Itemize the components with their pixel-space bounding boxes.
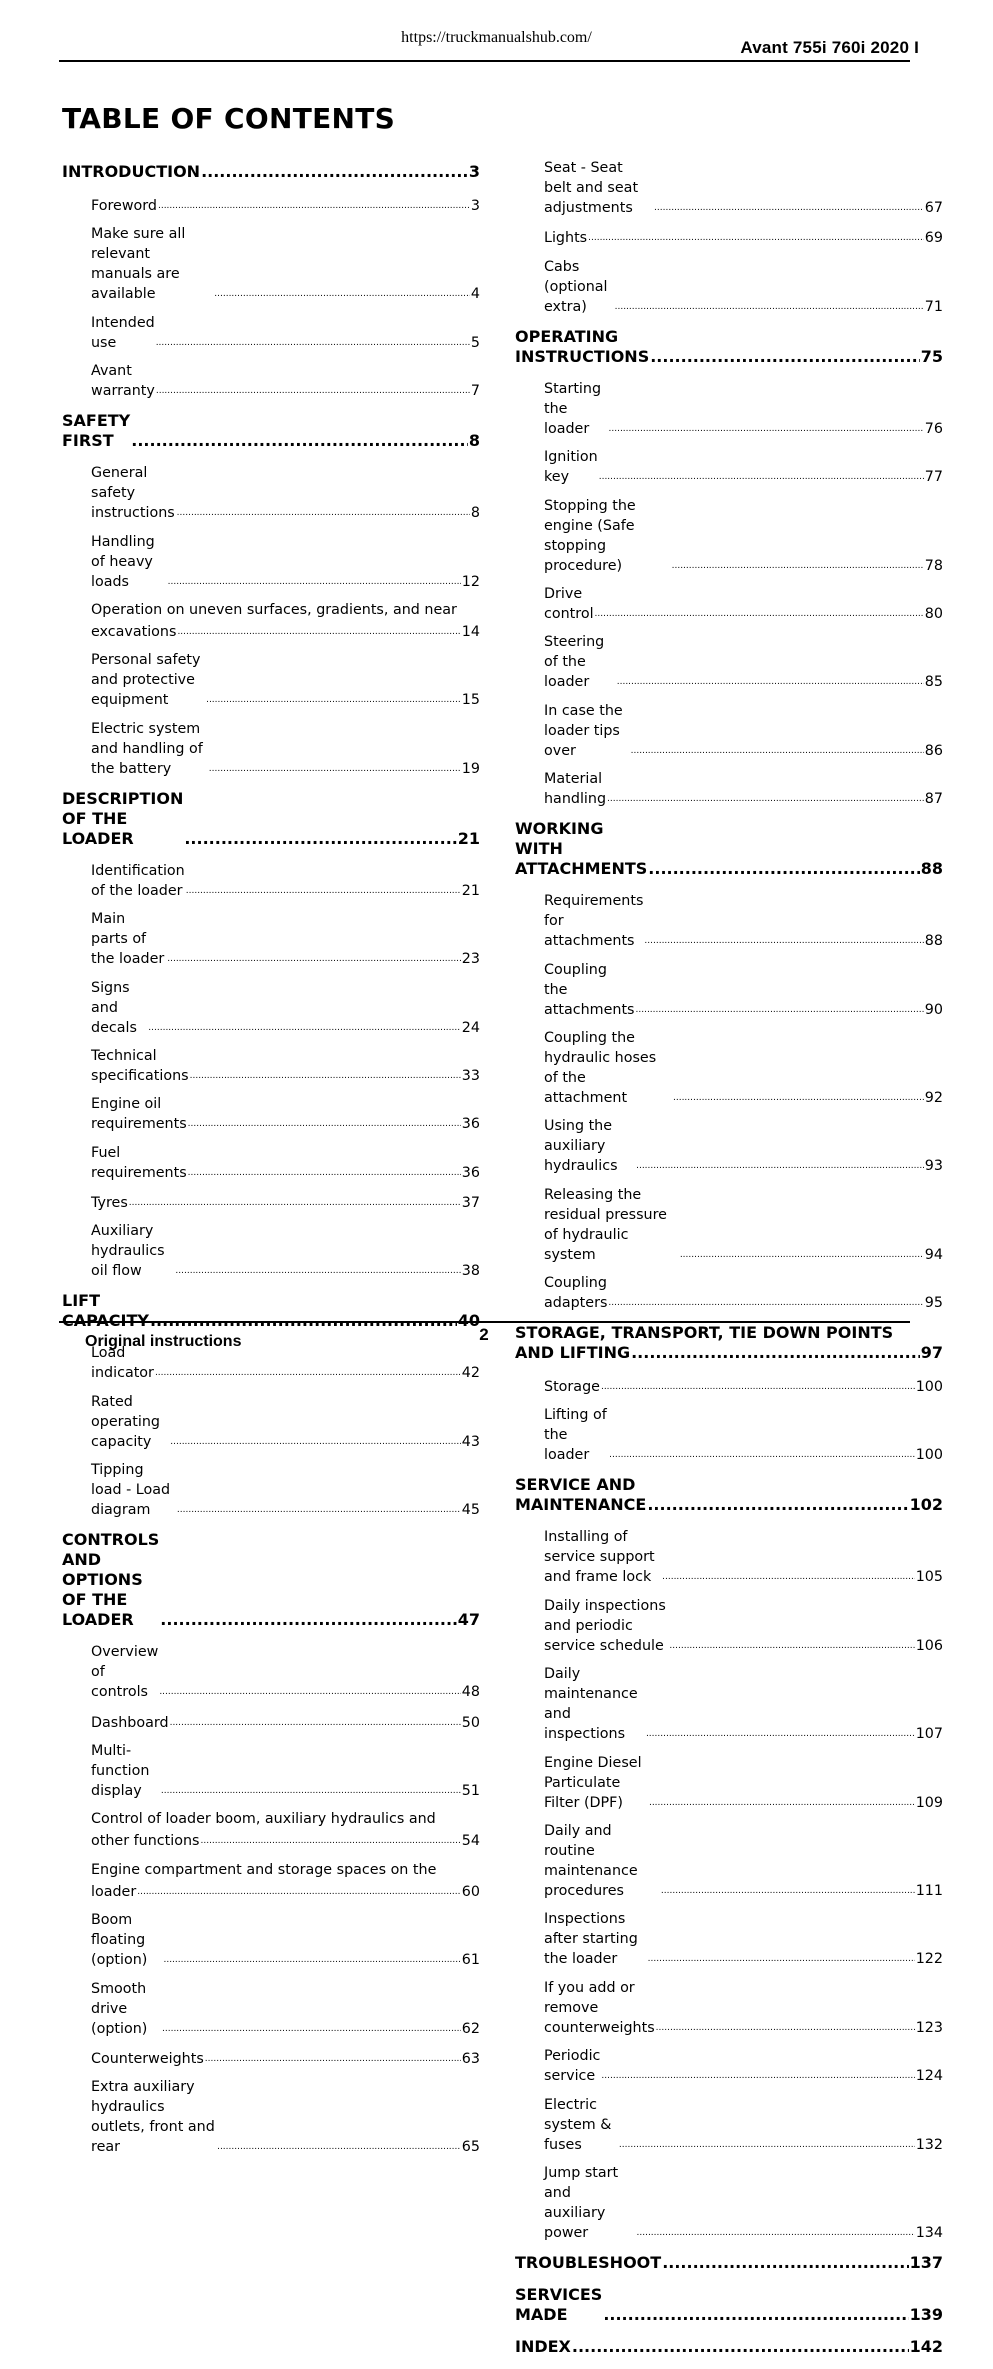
toc-entry-label: Boom floating (option) <box>91 1912 148 1969</box>
toc-entry[interactable] <box>62 463 480 523</box>
toc-page-number: 36 <box>461 1164 480 1181</box>
dot-leader <box>661 1879 915 1901</box>
toc-page-number: 94 <box>924 1246 943 1263</box>
toc-entry-label: Fuel requirements <box>91 1144 187 1181</box>
toc-entry[interactable] <box>62 1979 480 2039</box>
toc-entry[interactable] <box>515 1375 943 1397</box>
toc-entry-label: Dashboard <box>91 1714 169 1731</box>
dot-leader <box>636 1154 924 1176</box>
dot-leader <box>214 282 470 304</box>
toc-entry[interactable] <box>62 1046 480 1086</box>
toc-page-number: 86 <box>924 742 943 759</box>
toc-entry-label: Starting the loader <box>544 380 602 437</box>
toc-entry[interactable] <box>515 379 943 439</box>
dot-leader <box>588 226 924 248</box>
toc-page-number: 21 <box>461 882 480 899</box>
toc-entry-label: Intended use <box>91 314 155 351</box>
toc-entry-label: Overview of controls <box>91 1644 159 1701</box>
toc-page-number: 23 <box>461 951 480 968</box>
dot-leader <box>599 465 924 487</box>
toc-entry-label: STORAGE, TRANSPORT, TIE DOWN POINTS <box>515 1323 894 1343</box>
toc-page-number: 97 <box>920 1343 943 1363</box>
toc-title: TABLE OF CONTENTS <box>62 102 396 135</box>
toc-page-number: 69 <box>924 230 943 247</box>
toc-entry-label: INDEX <box>515 2336 571 2356</box>
toc-entry[interactable] <box>515 584 943 624</box>
toc-entry-label: Counterweights <box>91 2050 204 2067</box>
toc-entry-label: SERVICE AND MAINTENANCE <box>515 1475 647 1515</box>
toc-entry-label: DESCRIPTION OF THE LOADER <box>62 788 184 848</box>
toc-column-right <box>515 158 943 2369</box>
toc-entry[interactable] <box>62 1642 480 1702</box>
dot-leader <box>156 331 470 353</box>
toc-entry-label: Engine Diesel Particulate Filter (DPF) <box>544 1754 642 1811</box>
toc-entry-label: Seat - Seat belt and seat adjustments <box>544 160 639 216</box>
toc-page-number: 62 <box>461 2020 480 2037</box>
toc-page-number: 78 <box>924 557 943 574</box>
toc-entry[interactable] <box>515 1185 943 1265</box>
dot-leader <box>609 1443 915 1465</box>
toc-page-number: 109 <box>915 1794 943 1811</box>
footer-rule <box>59 1321 910 1323</box>
toc-entry[interactable] <box>515 2046 943 2086</box>
toc-entry[interactable] <box>515 447 943 487</box>
dot-leader <box>662 2253 908 2273</box>
toc-section[interactable] <box>515 327 943 367</box>
dot-leader <box>572 2337 909 2357</box>
toc-entry-label: Auxiliary hydraulics oil flow <box>91 1223 165 1280</box>
toc-entry-label: LIFT CAPACITY <box>62 1291 149 1331</box>
dot-leader <box>175 1259 460 1281</box>
toc-entry[interactable] <box>515 2163 943 2243</box>
toc-entry[interactable] <box>62 600 480 642</box>
dot-leader <box>648 1947 915 1969</box>
dot-leader <box>206 688 461 710</box>
dot-leader <box>148 1016 461 1038</box>
dot-leader <box>158 194 470 216</box>
dot-leader <box>131 431 468 451</box>
dot-leader <box>137 1880 461 1902</box>
dot-leader <box>177 620 460 642</box>
toc-page-number: 50 <box>461 1714 480 1731</box>
toc-entry[interactable] <box>62 194 480 216</box>
toc-entry-label: Rated operating capacity <box>91 1393 160 1450</box>
dot-leader <box>188 1112 461 1134</box>
dot-leader <box>186 879 461 901</box>
toc-page-number: 102 <box>909 1495 943 1515</box>
toc-page-number: 76 <box>924 420 943 437</box>
toc-entry-label-continued: excavations <box>91 623 177 640</box>
toc-entry-label: Technical specifications <box>91 1047 189 1084</box>
toc-entry[interactable] <box>515 2095 943 2155</box>
dot-leader <box>644 929 923 951</box>
dot-leader <box>654 196 924 218</box>
toc-page-number: 71 <box>924 298 943 315</box>
toc-entry[interactable] <box>62 909 480 969</box>
toc-page-number: 100 <box>915 1379 943 1396</box>
toc-entry-label: Jump start and auxiliary power <box>544 2164 619 2241</box>
toc-entry-label: Tyres <box>91 1195 128 1212</box>
toc-entry[interactable] <box>515 1273 943 1313</box>
dot-leader <box>673 1086 924 1108</box>
toc-entry-label: WORKING WITH ATTACHMENTS <box>515 819 648 879</box>
toc-entry-label: Engine oil requirements <box>91 1096 187 1133</box>
toc-page-number: 12 <box>461 573 480 590</box>
toc-page-number: 93 <box>924 1158 943 1175</box>
toc-entry[interactable] <box>515 1821 943 1901</box>
toc-entry-label: Identification of the loader <box>91 862 185 899</box>
toc-entry-label: General safety instructions <box>91 465 175 522</box>
dot-leader <box>631 739 924 761</box>
toc-entry-label: Signs and decals <box>91 979 137 1036</box>
toc-entry[interactable] <box>515 1116 943 1176</box>
toc-entry-label-continued: loader <box>91 1883 137 1900</box>
toc-entry[interactable] <box>515 158 943 218</box>
toc-page-number: 54 <box>461 1833 480 1850</box>
toc-entry[interactable] <box>62 2047 480 2069</box>
toc-entry[interactable] <box>515 226 943 248</box>
dot-leader <box>601 2064 914 2086</box>
toc-page-number: 88 <box>920 859 943 879</box>
document-title-text: Avant 755i 760i 2020 <box>740 38 910 57</box>
toc-section[interactable] <box>62 411 480 451</box>
toc-entry-label: Extra auxiliary hydraulics outlets, front and rear <box>91 2079 215 2156</box>
toc-section[interactable] <box>62 162 480 182</box>
toc-page-number: 88 <box>924 933 943 950</box>
toc-entry[interactable] <box>515 1753 943 1813</box>
toc-page-number: 8 <box>470 505 480 522</box>
toc-page-number: 15 <box>461 692 480 709</box>
dot-leader <box>601 1375 915 1397</box>
dot-leader <box>608 1291 923 1313</box>
dot-leader <box>636 998 924 1020</box>
toc-entry-label: Personal safety and protective equipment <box>91 652 201 709</box>
toc-entry[interactable] <box>62 224 480 304</box>
dot-leader <box>184 829 456 849</box>
toc-entry[interactable] <box>515 257 943 317</box>
dot-leader <box>631 1343 920 1363</box>
toc-entry-label: Smooth drive (option) <box>91 1980 148 2037</box>
dot-leader <box>170 1711 461 1733</box>
toc-entry-label: Coupling the attachments <box>544 961 635 1018</box>
toc-page-number: 61 <box>461 1952 480 1969</box>
toc-page-number: 134 <box>915 2224 943 2241</box>
toc-entry-label: Handling of heavy loads <box>91 533 155 590</box>
toc-page-number: 95 <box>924 1295 943 1312</box>
toc-entry-label: Coupling adapters <box>544 1275 608 1312</box>
toc-page-number: 139 <box>909 2304 943 2324</box>
dot-leader <box>617 670 924 692</box>
toc-page-number: 5 <box>470 334 480 351</box>
dot-leader <box>662 1565 915 1587</box>
toc-entry[interactable] <box>515 1909 943 1969</box>
toc-entry[interactable] <box>62 1094 480 1134</box>
document-title <box>740 38 919 58</box>
toc-entry-label: Foreword <box>91 198 157 214</box>
toc-section[interactable] <box>515 2285 943 2325</box>
toc-page-number: 132 <box>915 2136 943 2153</box>
dot-leader <box>170 1430 461 1452</box>
header-rule <box>59 60 910 62</box>
toc-entry[interactable] <box>515 1405 943 1465</box>
toc-page-number: 77 <box>924 469 943 486</box>
toc-page-number: 92 <box>924 1089 943 1106</box>
toc-page-number: 67 <box>924 200 943 216</box>
toc-page-number: 47 <box>457 1610 480 1630</box>
footer-note: Original instructions <box>85 1333 242 1350</box>
toc-page-number: 106 <box>915 1637 943 1654</box>
toc-page-number: 21 <box>457 828 480 848</box>
toc-entry[interactable] <box>62 978 480 1038</box>
toc-entry[interactable] <box>62 1711 480 1733</box>
toc-entry[interactable] <box>62 861 480 901</box>
toc-entry[interactable] <box>62 1392 480 1452</box>
toc-page-number: 111 <box>915 1883 943 1900</box>
toc-entry-label: Operation on uneven surfaces, gradients, and near <box>91 601 457 618</box>
toc-entry-label: Ignition key <box>544 449 598 486</box>
toc-section[interactable] <box>515 2337 943 2357</box>
toc-page-number: 124 <box>915 2068 943 2085</box>
dot-leader <box>205 2047 461 2069</box>
toc-entry-label: Main parts of the loader <box>91 911 165 968</box>
dot-leader <box>637 2221 915 2243</box>
toc-page-number: 80 <box>924 605 943 622</box>
toc-entry-label: Drive control <box>544 585 594 622</box>
toc-section[interactable] <box>515 819 943 879</box>
toc-entry-label: Periodic service <box>544 2048 601 2085</box>
dot-leader <box>160 1610 456 1630</box>
dot-leader <box>595 602 924 624</box>
toc-page-number: 107 <box>915 1726 943 1743</box>
toc-entry-label: Lights <box>544 230 588 247</box>
toc-entry[interactable] <box>62 1191 480 1213</box>
toc-page-number: 43 <box>461 1433 480 1450</box>
toc-entry[interactable] <box>515 1527 943 1587</box>
toc-entry-label: Requirements for attachments <box>544 893 644 950</box>
toc-entry-label: If you add or remove counterweights <box>544 1979 655 2036</box>
dot-leader <box>672 554 924 576</box>
toc-page-number: 37 <box>461 1195 480 1212</box>
toc-entry[interactable] <box>515 891 943 951</box>
toc-entry-label: Daily maintenance and inspections <box>544 1666 638 1743</box>
toc-entry-label: SERVICES MADE <box>515 2284 603 2324</box>
toc-section[interactable] <box>515 2253 943 2273</box>
toc-entry-label: Storage <box>544 1379 600 1396</box>
dot-leader <box>615 295 924 317</box>
toc-entry[interactable] <box>62 1809 480 1851</box>
toc-entry[interactable] <box>62 1143 480 1183</box>
toc-column-left <box>62 158 480 2166</box>
toc-entry-label: Daily and routine maintenance procedures <box>544 1823 638 1900</box>
toc-entry[interactable] <box>62 1460 480 1520</box>
toc-entry[interactable] <box>62 1860 480 1902</box>
toc-section[interactable] <box>62 1530 480 1630</box>
toc-entry-label: Inspections after starting the loader <box>544 1911 638 1968</box>
toc-entry-label: Lifting of the loader <box>544 1407 607 1464</box>
dot-leader <box>163 1948 460 1970</box>
page-number: 2 <box>479 1325 489 1344</box>
dot-leader <box>167 947 461 969</box>
toc-page-number: 105 <box>915 1569 943 1586</box>
toc-entry-label: Daily inspections and periodic service schedule <box>544 1597 666 1654</box>
toc-entry[interactable] <box>62 1741 480 1801</box>
toc-entry[interactable] <box>515 632 943 692</box>
toc-entry-label: Material handling <box>544 771 607 808</box>
toc-entry-label: Tipping load - Load diagram <box>91 1462 171 1519</box>
dot-leader <box>603 2305 908 2325</box>
header-bar: I <box>914 38 919 57</box>
dot-leader <box>159 1680 460 1702</box>
toc-page-number: 3 <box>470 198 480 214</box>
toc-entry[interactable] <box>62 313 480 353</box>
toc-page-number: 142 <box>909 2336 943 2356</box>
toc-page-number: 42 <box>461 1365 480 1382</box>
toc-page-number: 14 <box>461 623 480 640</box>
toc-page-number: 90 <box>924 1001 943 1018</box>
toc-entry-label: Control of loader boom, auxiliary hydraulics and <box>91 1811 436 1828</box>
toc-entry-label: Make sure all relevant manuals are available <box>91 226 186 303</box>
toc-page-number: 87 <box>924 791 943 808</box>
toc-entry-label: Load indicator <box>91 1345 154 1382</box>
dot-leader <box>619 2133 915 2155</box>
toc-page-number: 7 <box>470 383 480 400</box>
toc-page-number: 122 <box>915 1951 943 1968</box>
dot-leader <box>656 2016 915 2038</box>
dot-leader <box>646 1722 915 1744</box>
dot-leader <box>607 787 924 809</box>
toc-entry-label: Avant warranty <box>91 363 155 400</box>
toc-page-number: 100 <box>915 1447 943 1464</box>
dot-leader <box>168 570 461 592</box>
dot-leader <box>177 501 470 523</box>
dot-leader <box>156 379 470 401</box>
toc-entry[interactable] <box>62 1910 480 1970</box>
toc-entry[interactable] <box>515 1978 943 2038</box>
toc-entry-label: Coupling the hydraulic hoses of the attachment <box>544 1029 657 1106</box>
dot-leader <box>669 1634 914 1656</box>
toc-page-number: 3 <box>468 162 480 181</box>
toc-entry-label: CONTROLS AND OPTIONS OF THE LOADER <box>62 1530 160 1630</box>
toc-page-number: 123 <box>915 2019 943 2036</box>
dot-leader <box>650 347 920 367</box>
toc-entry[interactable] <box>515 960 943 1020</box>
dot-leader <box>609 417 924 439</box>
toc-entry-label-continued: AND LIFTING <box>515 1343 631 1363</box>
toc-entry[interactable] <box>62 532 480 592</box>
toc-entry-label: Stopping the engine (Safe stopping procedure) <box>544 497 636 574</box>
toc-page-number: 85 <box>924 674 943 691</box>
toc-page-number: 65 <box>461 2139 480 2156</box>
toc-page-number: 45 <box>461 1502 480 1519</box>
toc-section[interactable] <box>62 789 480 849</box>
dot-leader <box>155 1361 461 1383</box>
toc-entry-label: TROUBLESHOOT <box>515 2252 662 2272</box>
toc-page-number: 19 <box>461 760 480 777</box>
toc-entry[interactable] <box>62 2077 480 2157</box>
toc-page-number: 8 <box>468 431 480 451</box>
toc-entry[interactable] <box>515 769 943 809</box>
toc-page-number: 60 <box>461 1883 480 1900</box>
toc-page-number: 137 <box>909 2252 943 2272</box>
dot-leader <box>217 2135 461 2157</box>
toc-entry[interactable] <box>62 1221 480 1281</box>
toc-entry-label: Multi-function display <box>91 1743 150 1800</box>
toc-page-number: 36 <box>461 1116 480 1133</box>
toc-entry-label: In case the loader tips over <box>544 702 623 759</box>
dot-leader <box>188 1161 461 1183</box>
toc-page-number: 33 <box>461 1067 480 1084</box>
toc-page-number: 51 <box>461 1783 480 1800</box>
dot-leader <box>648 859 919 879</box>
toc-page-number: 63 <box>461 2050 480 2067</box>
toc-page-number: 40 <box>457 1311 480 1331</box>
dot-leader <box>649 1791 915 1813</box>
dot-leader <box>200 1829 460 1851</box>
toc-page-number: 38 <box>461 1263 480 1280</box>
toc-entry[interactable] <box>515 496 943 576</box>
toc-entry-label: Engine compartment and storage spaces on the <box>91 1861 437 1878</box>
toc-entry[interactable] <box>62 719 480 779</box>
toc-entry-label: Using the auxiliary hydraulics <box>544 1118 618 1175</box>
source-url: https://truckmanualshub.com/ <box>401 29 592 46</box>
toc-entry-label-continued: other functions <box>91 1833 200 1850</box>
toc-page-number: 48 <box>461 1684 480 1701</box>
dot-leader <box>201 162 468 182</box>
toc-page-number: 24 <box>461 1019 480 1036</box>
toc-entry-label: Releasing the residual pressure of hydraulic system <box>544 1186 667 1263</box>
dot-leader <box>161 1779 461 1801</box>
dot-leader <box>209 757 461 779</box>
toc-entry-label: Electric system & fuses <box>544 2096 612 2153</box>
toc-page-number: 75 <box>920 346 943 366</box>
toc-section[interactable] <box>515 1475 943 1515</box>
toc-entry-label: Steering of the loader <box>544 634 605 691</box>
toc-entry[interactable] <box>515 701 943 761</box>
toc-entry-label: OPERATING INSTRUCTIONS <box>515 326 650 366</box>
toc-entry-label: INTRODUCTION <box>62 162 201 181</box>
toc-entry[interactable] <box>515 1664 943 1744</box>
dot-leader <box>190 1064 461 1086</box>
dot-leader <box>162 2017 461 2039</box>
toc-entry[interactable] <box>62 361 480 401</box>
toc-entry-label: Electric system and handling of the battery <box>91 720 203 777</box>
dot-leader <box>680 1243 924 1265</box>
toc-entry[interactable] <box>515 1028 943 1108</box>
toc-entry-label: Cabs (optional extra) <box>544 258 608 315</box>
toc-entry-label: SAFETY FIRST <box>62 411 131 451</box>
dot-leader <box>177 1498 461 1520</box>
dot-leader <box>647 1495 908 1515</box>
dot-leader <box>129 1191 461 1213</box>
toc-entry-label: Installing of service support and frame lock <box>544 1529 655 1586</box>
toc-page-number: 4 <box>470 286 480 303</box>
toc-entry[interactable] <box>62 650 480 710</box>
toc-entry[interactable] <box>515 1596 943 1656</box>
